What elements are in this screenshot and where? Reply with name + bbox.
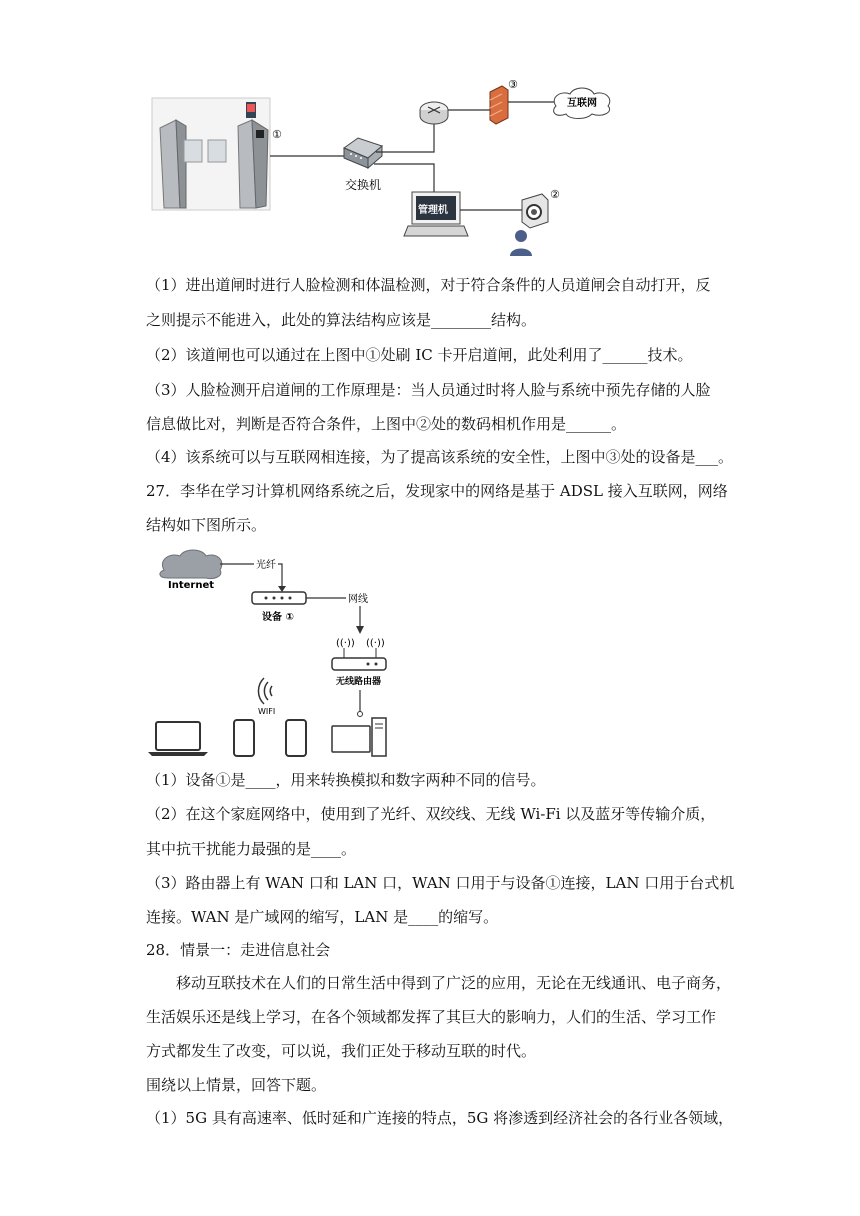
pc-label: 管理机 (418, 205, 448, 216)
internet-label: 互联网 (567, 98, 597, 109)
device1-modem-icon (252, 592, 306, 604)
q27-part2-line1: （2）在这个家庭网络中，使用到了光纤、双绞线、无线 Wi-Fi 以及蓝牙等传输介质， (146, 805, 716, 823)
q27-part1: （1）设备①是____，用来转换模拟和数字两种不同的信号。 (146, 771, 546, 789)
firewall-icon (490, 86, 508, 124)
q26-part1-line1: （1）进出道闸时进行人脸检测和体温检测，对于符合条件的人员道闸会自动打开，反 (146, 276, 711, 294)
marker-1: ① (272, 128, 282, 141)
q27-part3-line2: 连接。WAN 是广域网的缩写，LAN 是____的缩写。 (146, 908, 499, 926)
cable-label: 网线 (348, 594, 368, 605)
q27-intro-line2: 结构如下图所示。 (146, 516, 267, 534)
q27-part2-line2: 其中抗干扰能力最强的是____。 (146, 840, 357, 858)
switch-label: 交换机 (345, 178, 382, 192)
user-icon (510, 230, 532, 256)
q28-paragraph-line3: 方式都发生了改变，可以说，我们正处于移动互联的时代。 (146, 1042, 537, 1060)
svg-text:((·)): ((·)) (336, 638, 355, 649)
q28-part1: （1）5G 具有高速率、低时延和广连接的特点，5G 将渗透到经济社会的各行业各领域， (146, 1109, 734, 1127)
q27-intro-line1: 27．李华在学习计算机网络系统之后，发现家中的网络是基于 ADSL 接入互联网，网络 (146, 482, 728, 500)
svg-text:((·)): ((·)) (366, 638, 385, 649)
wifi-icon (258, 678, 272, 704)
q28-lead: 围绕以上情景，回答下题。 (146, 1076, 327, 1094)
phone-icon (234, 720, 254, 756)
wifi-label: WIFI (258, 707, 276, 716)
tablet-icon (286, 720, 306, 756)
fiber-label: 光纤 (256, 560, 276, 571)
q26-part1-line2: 之则提示不能进入，此处的算法结构应该是________结构。 (146, 311, 537, 329)
q26-part4: （4）该系统可以与互联网相连接，为了提高该系统的安全性，上图中③处的设备是___。 (146, 448, 734, 466)
q26-part3-line2: 信息做比对，判断是否符合条件，上图中②处的数码相机作用是______。 (146, 415, 627, 433)
marker-2: ② (550, 188, 560, 201)
wireless-router-icon (332, 638, 386, 670)
digital-camera-icon (522, 194, 548, 228)
internet-cloud-icon (160, 550, 222, 579)
router-icon (420, 102, 448, 124)
q26-part3-line1: （3）人脸检测开启道闸的工作原理是：当人员通过时将人脸与系统中预先存储的人脸 (146, 381, 711, 399)
q26-part2: （2）该道闸也可以通过在上图中①处刷 IC 卡开启道闸，此处利用了______技术。 (146, 346, 693, 364)
q27-part3-line1: （3）路由器上有 WAN 口和 LAN 口，WAN 口用于与设备①连接，LAN 口用于台式机 (146, 874, 735, 892)
turnstile-gate-image (152, 98, 270, 210)
desktop-pc-icon (332, 718, 386, 756)
gate-network-figure (146, 80, 626, 270)
marker-3: ③ (508, 80, 518, 91)
home-network-figure (146, 548, 396, 760)
q28-paragraph-line2: 生活娱乐还是线上学习，在各个领域都发挥了其巨大的影响力，人们的生活、学习工作 (146, 1008, 717, 1026)
internet-label: Internet (168, 580, 215, 591)
q28-paragraph-line1: 移动互联技术在人们的日常生活中得到了广泛的应用，无论在无线通讯、电子商务， (176, 974, 732, 992)
device1-label: 设备 ① (262, 612, 294, 623)
q28-title: 28．情景一：走进信息社会 (146, 941, 331, 959)
laptop-icon (148, 722, 208, 756)
router-label: 无线路由器 (336, 677, 382, 687)
